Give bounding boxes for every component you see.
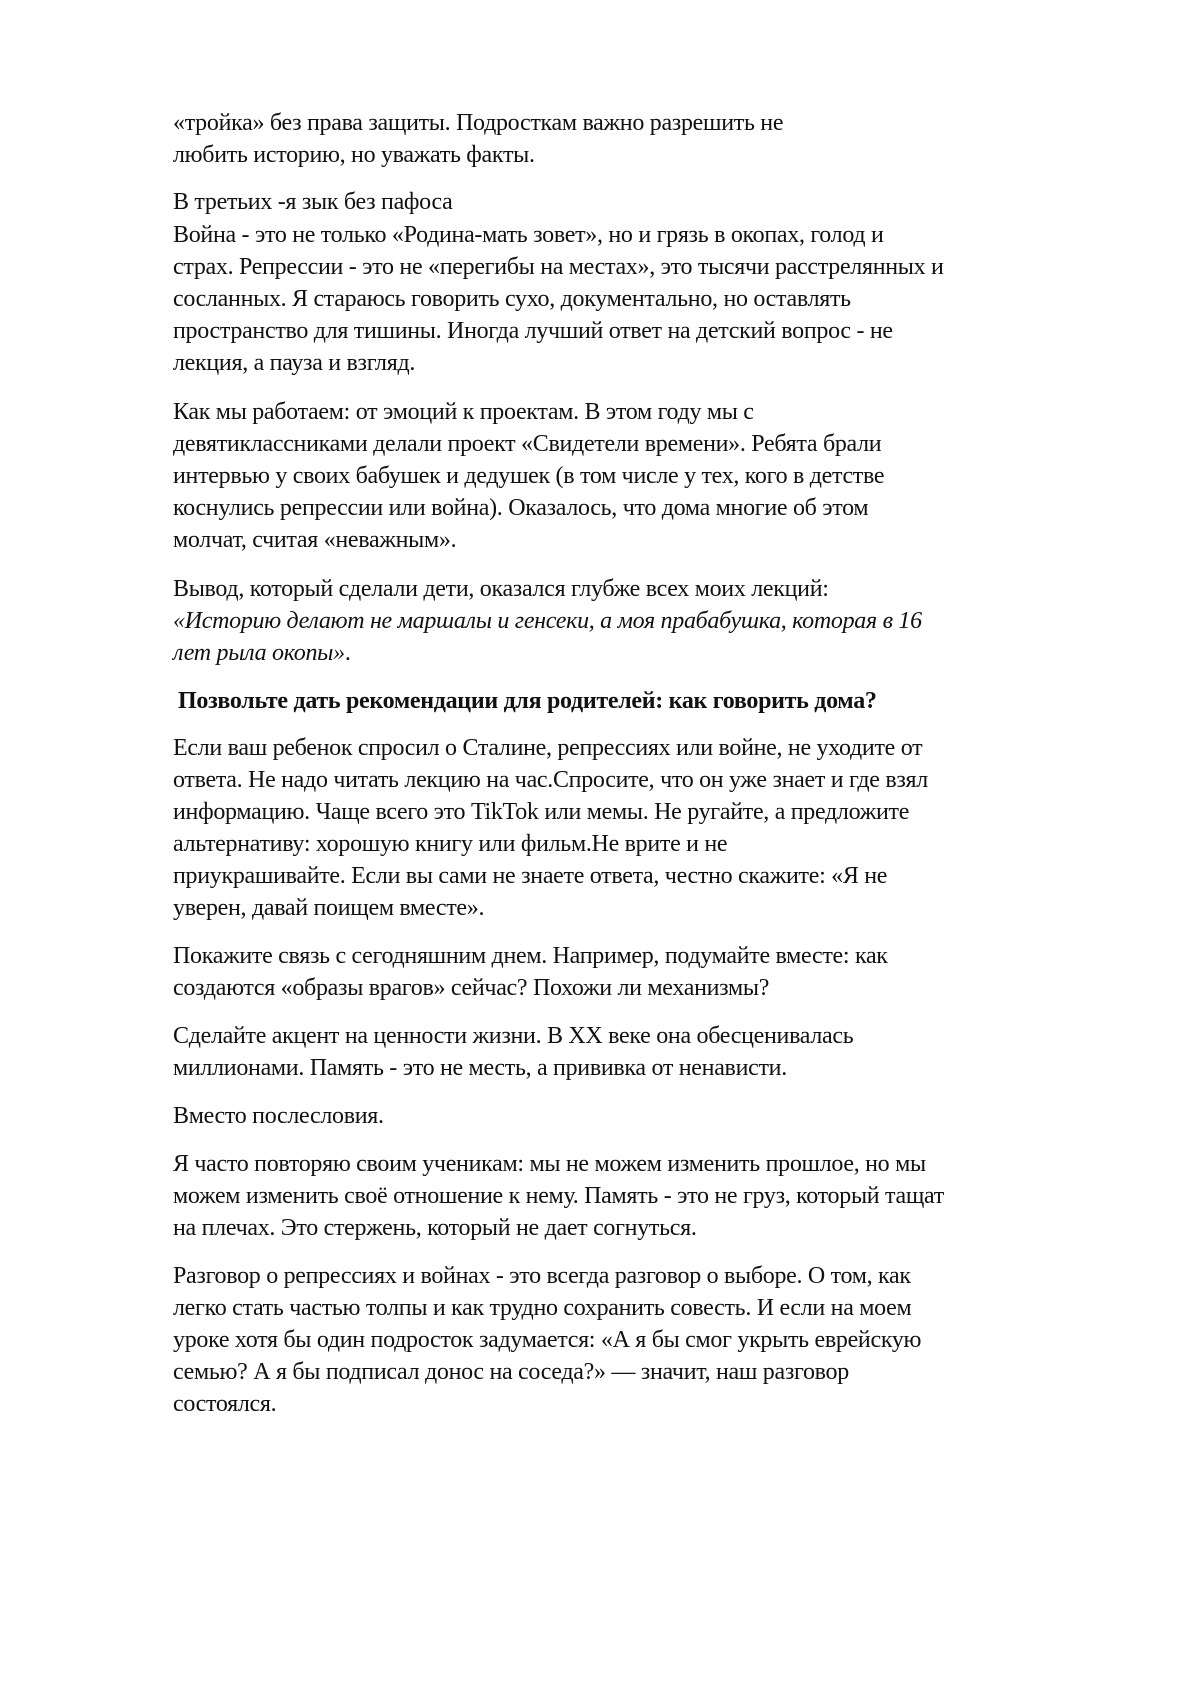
text-line (173, 347, 415, 379)
quote-text: «Историю делают не маршалы и генсеки, а моя прабабушка, которая в 16 (173, 608, 922, 634)
line-text: Вывод, который сделали дети, оказался глубже всех моих лекций: (173, 576, 829, 602)
line-text: Сделайте акцент на ценности жизни. В XX веке она обесценивалась (173, 1023, 854, 1049)
line-text: «тройка» без права защиты. Подросткам важно разрешить не (173, 110, 784, 136)
text-line (173, 1020, 853, 1052)
line-text: состоялся. (173, 1391, 277, 1417)
line-text: сосланных. Я стараюсь говорить сухо, документально, но оставлять (173, 286, 851, 312)
text-line (173, 219, 884, 251)
text-line (173, 972, 769, 1004)
text-line (173, 892, 484, 924)
text-line (178, 685, 877, 717)
line-text: Война - это не только «Родина-мать зовет», но и грязь в окопах, голод и (173, 222, 884, 248)
text-line (173, 251, 944, 283)
text-line (173, 605, 922, 637)
text-line (173, 460, 884, 492)
text-line (173, 1292, 911, 1324)
text-line (173, 396, 754, 428)
line-text: приукрашивайте. Если вы сами не знаете ответа, честно скажите: «Я не (173, 863, 888, 889)
text-line (173, 492, 868, 524)
text-line (173, 1148, 926, 1180)
text-line (173, 732, 922, 764)
line-text: Позвольте дать рекомендации для родителей: как говорить дома? (178, 688, 877, 714)
line-text: информацию. Чаще всего это TikTok или мемы. Не ругайте, а предложите (173, 799, 910, 825)
line-text: уроке хотя бы один подросток задумается: «А я бы смог укрыть еврейскую (173, 1327, 922, 1353)
line-text: интервью у своих бабушек и дедушек (в том числе у тех, кого в детстве (173, 463, 885, 489)
text-line (173, 1356, 849, 1388)
line-text: любить историю, но уважать факты. (173, 142, 535, 168)
line-text: коснулись репрессии или война). Оказалось, что дома многие об этом (173, 495, 869, 521)
text-line (173, 1388, 276, 1420)
text-line (173, 637, 351, 669)
line-text: на плечах. Это стержень, который не дает согнуться. (173, 1215, 697, 1241)
text-line (173, 940, 888, 972)
line-text: легко стать частью толпы и как трудно сохранить совесть. И если на моем (173, 1295, 912, 1321)
line-text: Разговор о репрессиях и войнах - это всегда разговор о выборе. О том, как (173, 1263, 911, 1289)
line-text: создаются «образы врагов» сейчас? Похожи ли механизмы? (173, 975, 770, 1001)
text-line (173, 764, 928, 796)
line-text: можем изменить своё отношение к нему. Память - это не груз, который тащат (173, 1183, 944, 1209)
line-text: семью? А я бы подписал донос на соседа?» — значит, наш разговор (173, 1359, 849, 1385)
line-text: Покажите связь с сегодняшним днем. Например, подумайте вместе: как (173, 943, 888, 969)
line-text: миллионами. Память - это не месть, а прививка от ненависти. (173, 1055, 787, 1081)
text-line (173, 1324, 921, 1356)
line-text: Если ваш ребенок спросил о Сталине, репрессиях или войне, не уходите от (173, 735, 923, 761)
text-line (173, 428, 881, 460)
line-text: Я часто повторяю своим ученикам: мы не можем изменить прошлое, но мы (173, 1151, 926, 1177)
text-line (173, 315, 893, 347)
text-line (173, 573, 829, 605)
text-line (173, 1100, 384, 1132)
text-line (173, 1260, 911, 1292)
text-line (173, 524, 456, 556)
text-line (173, 283, 851, 315)
text-line (173, 860, 887, 892)
text-line (173, 139, 535, 171)
text-line (173, 796, 909, 828)
line-text: уверен, давай поищем вместе». (173, 895, 485, 921)
line-text: В третьих -я зык без пафоса (173, 189, 453, 215)
line-text: Как мы работаем: от эмоций к проектам. В этом году мы с (173, 399, 754, 425)
text-line (173, 186, 452, 218)
text-line (173, 828, 727, 860)
line-text: девятиклассниками делали проект «Свидетели времени». Ребята брали (173, 431, 882, 457)
line-text: пространство для тишины. Иногда лучший ответ на детский вопрос - не (173, 318, 893, 344)
text-line (173, 1052, 787, 1084)
line-text: Вместо послесловия. (173, 1103, 384, 1129)
line-text: молчат, считая «неважным». (173, 527, 457, 553)
quote-text: лет рыла окопы» (173, 640, 345, 666)
text-line (173, 107, 783, 139)
trailing-punctuation: . (344, 640, 351, 666)
line-text: альтернативу: хорошую книгу или фильм.Не врите и не (173, 831, 728, 857)
line-text: лекция, а пауза и взгляд. (173, 350, 416, 376)
text-line (173, 1212, 697, 1244)
line-text: ответа. Не надо читать лекцию на час.Спросите, что он уже знает и где взял (173, 767, 928, 793)
text-line (173, 1180, 944, 1212)
line-text: страх. Репрессии - это не «перегибы на местах», это тысячи расстрелянных и (173, 254, 944, 280)
